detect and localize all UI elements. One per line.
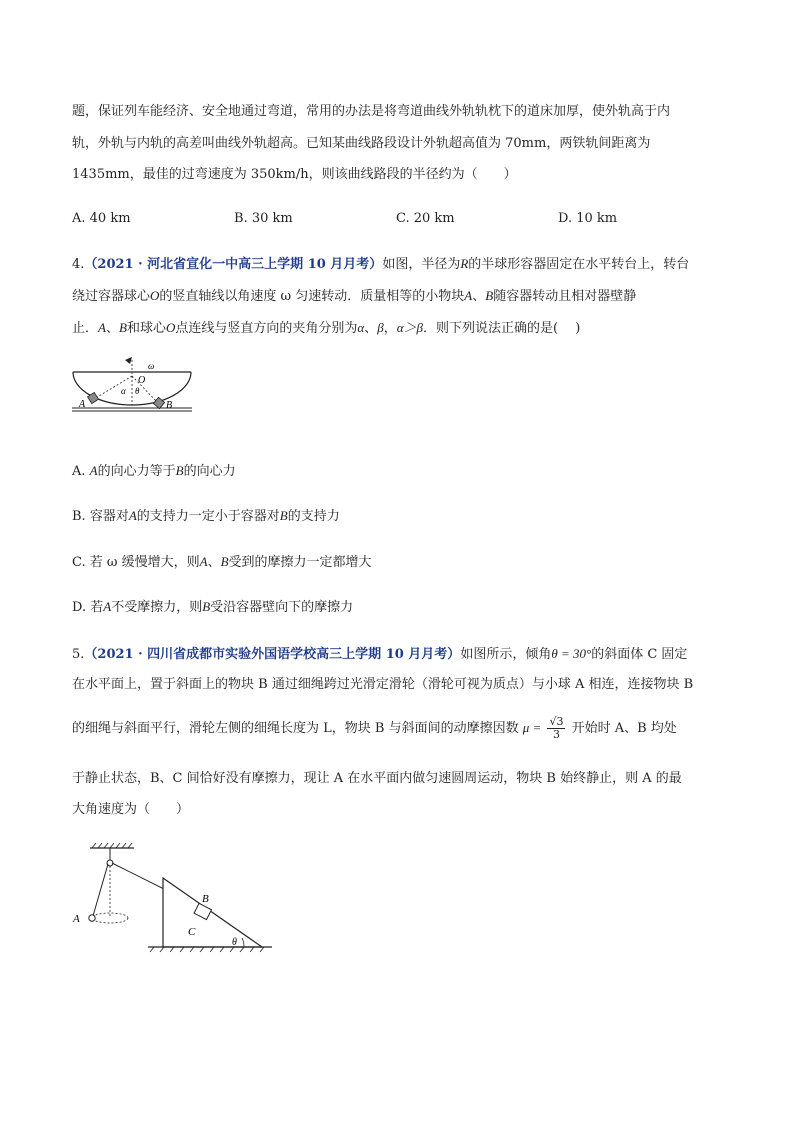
q4-fig-alpha: α [121, 386, 126, 396]
q4-fig-b: B [166, 400, 173, 411]
q4-number: 4. [72, 257, 85, 272]
q5-fig-c: C [188, 926, 196, 938]
q3-option-a: A. 40 km [72, 211, 131, 226]
q3-line-1: 题，保证列车能经济、安全地通过弯道，常用的办法是将弯道曲线外轨轨枕下的道床加厚，使外轨高于内 [72, 104, 671, 119]
q4-fig-o: O [138, 375, 146, 386]
q5-stem-line-1: 5.（2021 · 四川省成都市实验外国语学校高三上学期 10 月月考）如图所示，倾角θ = 30°的斜面体 C 固定 [72, 646, 688, 662]
q5-source: （2021 · 四川省成都市实验外国语学校高三上学期 10 月月考） [84, 647, 461, 662]
q3-option-c: C. 20 km [396, 211, 455, 226]
q4-fig-omega: ω [148, 361, 155, 371]
q5-fig-theta: θ [232, 937, 237, 948]
q4-option-a: A. A的向心力等于B的向心力 [72, 463, 236, 479]
q5-incline-figure [70, 842, 280, 954]
q5-stem-line-2: 在水平面上，置于斜面上的物块 B 通过细绳跨过光滑定滑轮（滑轮可视为质点）与小球 A 相连，连接物块 B [72, 677, 694, 692]
q3-option-b: B. 30 km [234, 211, 293, 226]
q5-mu-fraction: $\frac{√3}{3}$ [549, 715, 564, 741]
q4-source: （2021 · 河北省宣化一中高三上学期 10 月月考） [84, 257, 383, 272]
q4-fig-a: A [79, 399, 86, 410]
q4-option-d: D. 若A不受摩擦力，则B受沿容器壁向下的摩擦力 [72, 599, 354, 615]
q5-stem-line-5: 大角速度为（ ） [72, 802, 190, 817]
q4-stem-line-2: 绕过容器球心O的竖直轴线以角速度 ω 匀速转动．质量相等的小物块A、B随容器转动且相对器壁静 [72, 288, 637, 304]
q4-stem-line-3: 止．A、B和球心O点连线与竖直方向的夹角分别为α、β，α＞β．则下列说法正确的是( ) [72, 320, 581, 336]
q5-stem-line-4: 于静止状态，B、C 间恰好没有摩擦力，现让 A 在水平面内做匀速圆周运动，物块 B 始终静止，则 A 的最 [72, 771, 682, 786]
q3-option-d: D. 10 km [558, 211, 618, 226]
q4-option-b: B. 容器对A的支持力一定小于容器对B的支持力 [72, 508, 340, 524]
q5-number: 5. [72, 647, 85, 662]
q4-option-c: C. 若 ω 缓慢增大，则A、B受到的摩擦力一定都增大 [72, 554, 372, 570]
q3-line-2: 轨，外轨与内轨的高差叫曲线外轨超高。已知某曲线路段设计外轨超高值为 70mm，两铁轨间距离为 [72, 136, 651, 151]
q4-bowl-figure [68, 356, 198, 412]
q5-stem-line-3: 的细绳与斜面平行，滑轮左侧的细绳长度为 L，物块 B 与斜面间的动摩擦因数 μ = $\frac{√3}{3}$ 开始时 A、B 均处 [72, 715, 677, 741]
q5-mu: μ = [522, 720, 542, 735]
q3-line-3: 1435mm，最佳的过弯速度为 350km/h，则该曲线路段的半径约为（ ） [72, 167, 517, 182]
q5-fig-a: A [73, 913, 80, 925]
q4-fig-theta: θ [135, 386, 140, 396]
q5-fig-b: B [202, 893, 209, 905]
q4-stem-line-1: 4.（2021 · 河北省宣化一中高三上学期 10 月月考）如图，半径为R的半球形容器固定在水平转台上，转台 [72, 256, 690, 272]
